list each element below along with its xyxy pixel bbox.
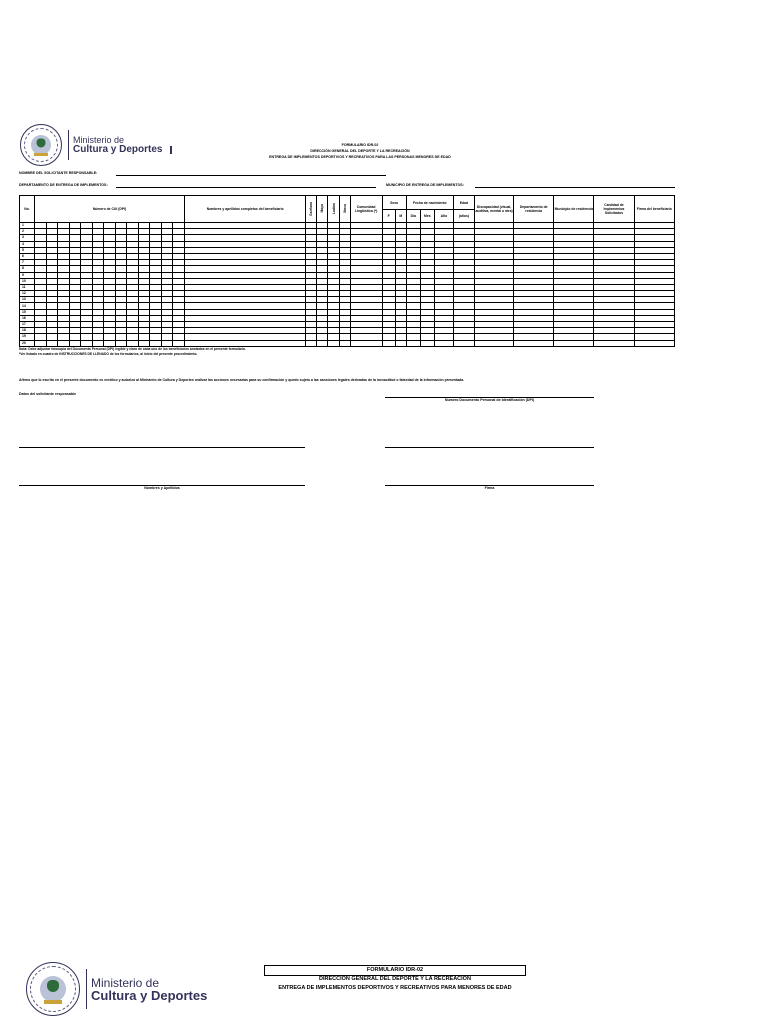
row-number: 17	[20, 322, 35, 328]
col-mes: Mes	[420, 210, 434, 223]
row-number: 1	[20, 223, 35, 229]
col-anio: Año	[434, 210, 453, 223]
row-number: 5	[20, 247, 35, 253]
row-number: 4	[20, 241, 35, 247]
table-cell[interactable]	[350, 340, 382, 346]
table-cell[interactable]	[104, 340, 116, 346]
table-cell[interactable]	[81, 340, 93, 346]
table-cell[interactable]	[634, 340, 674, 346]
table-cell[interactable]	[138, 340, 150, 346]
table-cell[interactable]	[317, 340, 328, 346]
col-maya: Maya	[317, 196, 328, 223]
col-garifuna: Garífuna	[306, 196, 317, 223]
nombres-label: Nombres y Apellidos	[144, 486, 180, 490]
table-cell[interactable]	[46, 340, 58, 346]
firma-label: Firma	[484, 486, 495, 490]
coat-of-arms-seal-icon	[20, 124, 62, 166]
table-cell[interactable]	[173, 340, 185, 346]
row-number: 6	[20, 253, 35, 259]
footer-ministry-line1: Ministerio de	[91, 975, 160, 990]
table-cell[interactable]	[453, 340, 474, 346]
table-cell[interactable]	[92, 340, 104, 346]
form-subtitle: ENTREGA DE IMPLEMENTOS DEPORTIVOS Y RECREATIVOS PARA LAS PERSONAS MENORES DE EDAD	[269, 155, 451, 159]
table-cell[interactable]	[554, 340, 594, 346]
footer-logo	[26, 962, 207, 1016]
dpi-label: Número Documento Personal de Identificación (DPI)	[444, 398, 535, 402]
col-xinca: Xinca	[339, 196, 350, 223]
note-instrucciones: *Ver listado en cuadro de INSTRUCCIONES DE LLENADO de los formularios, al inicio del presente procedimiento.	[19, 352, 198, 356]
table-cell[interactable]	[35, 340, 47, 346]
row-number: 3	[20, 235, 35, 241]
form-code: FORMULARIO IDR-02	[341, 143, 379, 147]
table-cell[interactable]	[434, 340, 453, 346]
form-direction: DIRECCIÓN GENERAL DEL DEPORTE Y LA RECREACIÓN	[310, 149, 410, 153]
table-body	[20, 223, 675, 347]
footer-direction: DIRECCIÓN GENERAL DEL DEPORTE Y LA RECREACIÓN	[319, 976, 471, 982]
table-cell[interactable]	[514, 340, 554, 346]
row-number: 10	[20, 278, 35, 284]
municipio-label: MUNICIPIO DE ENTREGA DE IMPLEMENTOS:	[386, 183, 464, 187]
row-number: 7	[20, 260, 35, 266]
departamento-line[interactable]	[116, 187, 376, 188]
departamento-label: DEPARTAMENTO DE ENTREGA DE IMPLEMENTOS:	[19, 183, 108, 187]
datos-solicitante: Datos del solicitante responsable	[19, 392, 77, 396]
table-cell[interactable]	[594, 340, 634, 346]
row-number: 9	[20, 272, 35, 278]
row-number: 19	[20, 334, 35, 340]
col-cantidad: Cantidad de Implementos Solicitados	[594, 196, 634, 223]
col-edad: Edad	[453, 196, 474, 210]
signature-line-right-top[interactable]	[385, 447, 594, 448]
footer-form-code: FORMULARIO IDR-02	[264, 965, 526, 976]
beneficiaries-table	[19, 195, 675, 347]
table-cell[interactable]	[328, 340, 339, 346]
row-number: 12	[20, 291, 35, 297]
solicitante-line[interactable]	[116, 175, 386, 176]
col-comunidad: Comunidad Lingüística (*)	[350, 196, 382, 223]
col-firma: Firma del beneficiario	[634, 196, 674, 223]
table-cell[interactable]	[382, 340, 395, 346]
footer-ministry-name	[91, 977, 207, 1002]
row-number: 16	[20, 315, 35, 321]
table-cell[interactable]	[306, 340, 317, 346]
col-sexo: Sexo	[382, 196, 406, 210]
footer-coat-of-arms-icon	[26, 962, 80, 1016]
col-ladino: Ladino	[328, 196, 339, 223]
table-cell[interactable]	[150, 340, 162, 346]
table-cell[interactable]	[420, 340, 434, 346]
table-cell[interactable]	[161, 340, 173, 346]
col-nombres: Nombres y apellidos completos del beneficiario	[184, 196, 305, 223]
col-dpi: Número de CUI (DPI)	[35, 196, 185, 223]
table-cell[interactable]	[339, 340, 350, 346]
table-cell[interactable]	[184, 340, 305, 346]
solicitante-label: NOMBRE DEL SOLICITANTE RESPONSABLE:	[19, 171, 98, 175]
table-cell[interactable]	[115, 340, 127, 346]
municipio-line[interactable]	[475, 187, 675, 188]
row-number: 20	[20, 340, 35, 346]
declaration-text: Afirmo que lo escrito en el presente documento es verídico y autorizo al Ministerio de Cultura y Deportes realizar las acciones necesarias para su confirmación y quedo sujeto a las sanciones legales derivadas de la inexactitud o falsedad de la información presentada.	[19, 378, 465, 382]
col-fecha: Fecha de nacimiento	[406, 196, 453, 210]
table-cell[interactable]	[69, 340, 81, 346]
ministry-name	[73, 136, 162, 155]
row-number: 2	[20, 229, 35, 235]
row-number: 18	[20, 328, 35, 334]
ministry-line2: Cultura y Deportes	[73, 143, 163, 155]
table-row	[20, 340, 675, 346]
col-depto: Departamento de residencia	[514, 196, 554, 223]
table-cell[interactable]	[474, 340, 513, 346]
footer-subtitle: ENTREGA DE IMPLEMENTOS DEPORTIVOS Y RECREATIVOS PARA MENORES DE EDAD	[278, 985, 512, 991]
header-logo	[20, 124, 172, 166]
form-title-block	[200, 142, 520, 160]
row-number: 15	[20, 309, 35, 315]
col-sexo-m: M	[395, 210, 406, 223]
col-no: No.	[20, 196, 35, 223]
footer-ministry-line2: Cultura y Deportes	[91, 987, 208, 1003]
row-number: 13	[20, 297, 35, 303]
table-cell[interactable]	[127, 340, 139, 346]
col-dia: Día	[406, 210, 420, 223]
col-edad-unit: (años)	[453, 210, 474, 223]
row-number: 11	[20, 284, 35, 290]
col-muni: Municipio de residencia	[554, 196, 594, 223]
row-number: 14	[20, 303, 35, 309]
table-cell[interactable]	[58, 340, 70, 346]
row-number: 8	[20, 266, 35, 272]
signature-line-left-top[interactable]	[19, 447, 305, 448]
table-cell[interactable]	[395, 340, 406, 346]
ministry-line1: Ministerio de	[73, 134, 125, 145]
table-cell[interactable]	[406, 340, 420, 346]
note-dpi: Nota: Debe adjuntar fotocopia del Documento Personal (DPI) legible y claro de cada uno de los beneficiarios anotados en el presente formulario.	[19, 347, 246, 351]
col-sexo-f: F	[382, 210, 395, 223]
col-discapacidad: Discapacidad (visual, auditiva, mental u otra)	[474, 196, 513, 223]
